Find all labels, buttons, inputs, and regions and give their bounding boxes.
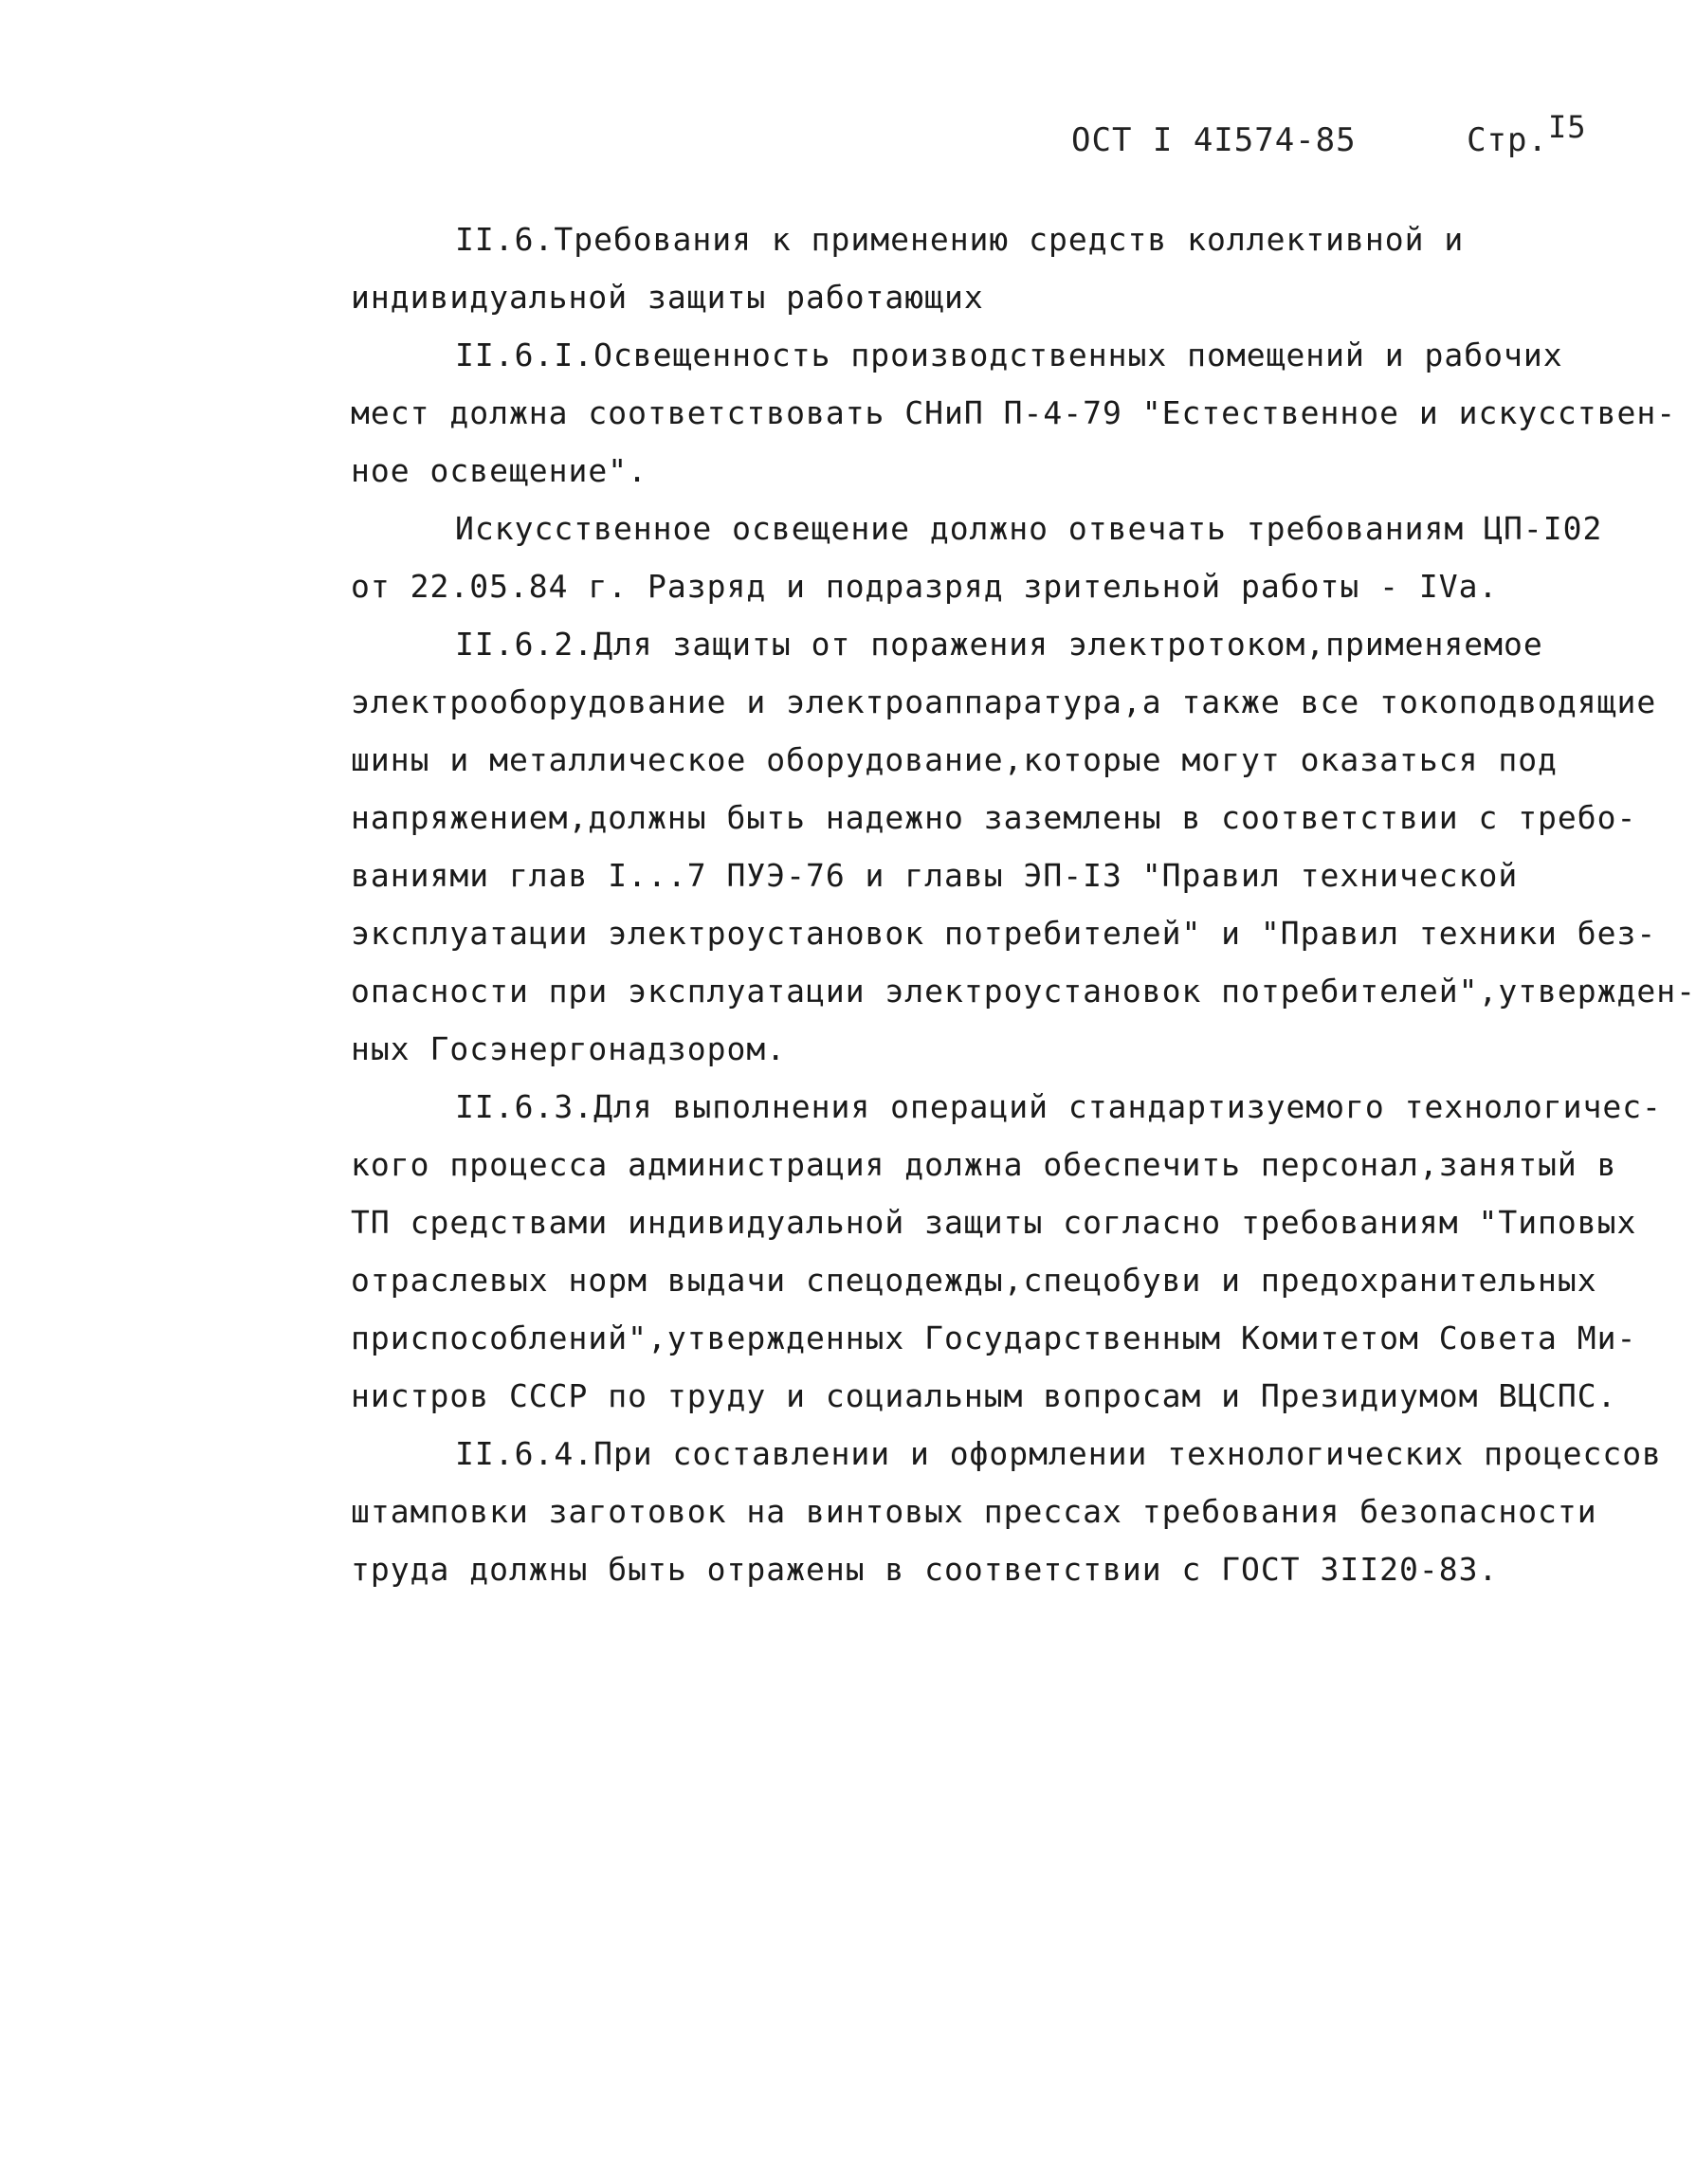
paragraph-line: штамповки заготовок на винтовых прессах требования безопасности <box>351 1493 1597 1530</box>
paragraph-line: II.6.I.Освещенность производственных помещений и рабочих <box>455 337 1563 373</box>
paragraph-line: опасности при эксплуатации электроустановок потребителей",утвержден- <box>351 973 1696 1010</box>
paragraph-line: труда должны быть отражены в соответствии с ГОСТ 3II20-83. <box>351 1551 1499 1588</box>
section-heading: II.6.Требования к применению средств коллективной и <box>455 221 1465 258</box>
paragraph-line: шины и металлическое оборудование,которые могут оказаться под <box>351 741 1558 778</box>
paragraph-line: электрооборудование и электроаппаратура,а также все токоподводящие <box>351 683 1657 720</box>
paragraph-line: от 22.05.84 г. Разряд и подразряд зрительной работы - IVа. <box>351 568 1499 605</box>
paragraph-line: ваниями глав I...7 ПУЭ-76 и главы ЭП-I3 "Правил технической <box>351 857 1519 894</box>
paragraph-line: кого процесса администрация должна обеспечить персонал,занятый в <box>351 1146 1617 1183</box>
paragraph-line: II.6.3.Для выполнения операций стандартизуемого технологичес- <box>455 1088 1662 1125</box>
paragraph-line: ное освещение". <box>351 452 648 489</box>
paragraph-line: мест должна соответствовать СНиП П-4-79 "Естественное и искусствен- <box>351 394 1677 431</box>
page-header <box>1071 109 1587 159</box>
paragraph-line: приспособлений",утвержденных Государственным Комитетом Совета Ми- <box>351 1320 1637 1356</box>
paragraph-line: II.6.2.Для защиты от поражения электротоком,применяемое <box>455 626 1543 663</box>
paragraph-line: эксплуатации электроустановок потребителей" и "Правил техники без- <box>351 915 1657 952</box>
standard-number: ОСТ I 4I574-85 <box>1071 121 1357 159</box>
paragraph-line: отраслевых норм выдачи спецодежды,спецобуви и предохранительных <box>351 1262 1597 1299</box>
section-heading-cont: индивидуальной защиты работающих <box>351 279 984 316</box>
paragraph-line: нистров СССР по труду и социальным вопросам и Президиумом ВЦСПС. <box>351 1377 1617 1414</box>
paragraph-line: напряжением,должны быть надежно заземлены в соответствии с требо- <box>351 799 1637 836</box>
paragraph-line: II.6.4.При составлении и оформлении технологических процессов <box>455 1435 1662 1472</box>
document-body <box>351 210 1696 1598</box>
page-label: Стр. <box>1467 121 1548 159</box>
page-number: I5 <box>1547 109 1587 145</box>
paragraph-line: Искусственное освещение должно отвечать требованиям ЦП-I02 <box>455 510 1603 547</box>
paragraph-line: ных Госэнергонадзором. <box>351 1030 787 1067</box>
paragraph-line: ТП средствами индивидуальной защиты согласно требованиям "Типовых <box>351 1204 1637 1241</box>
